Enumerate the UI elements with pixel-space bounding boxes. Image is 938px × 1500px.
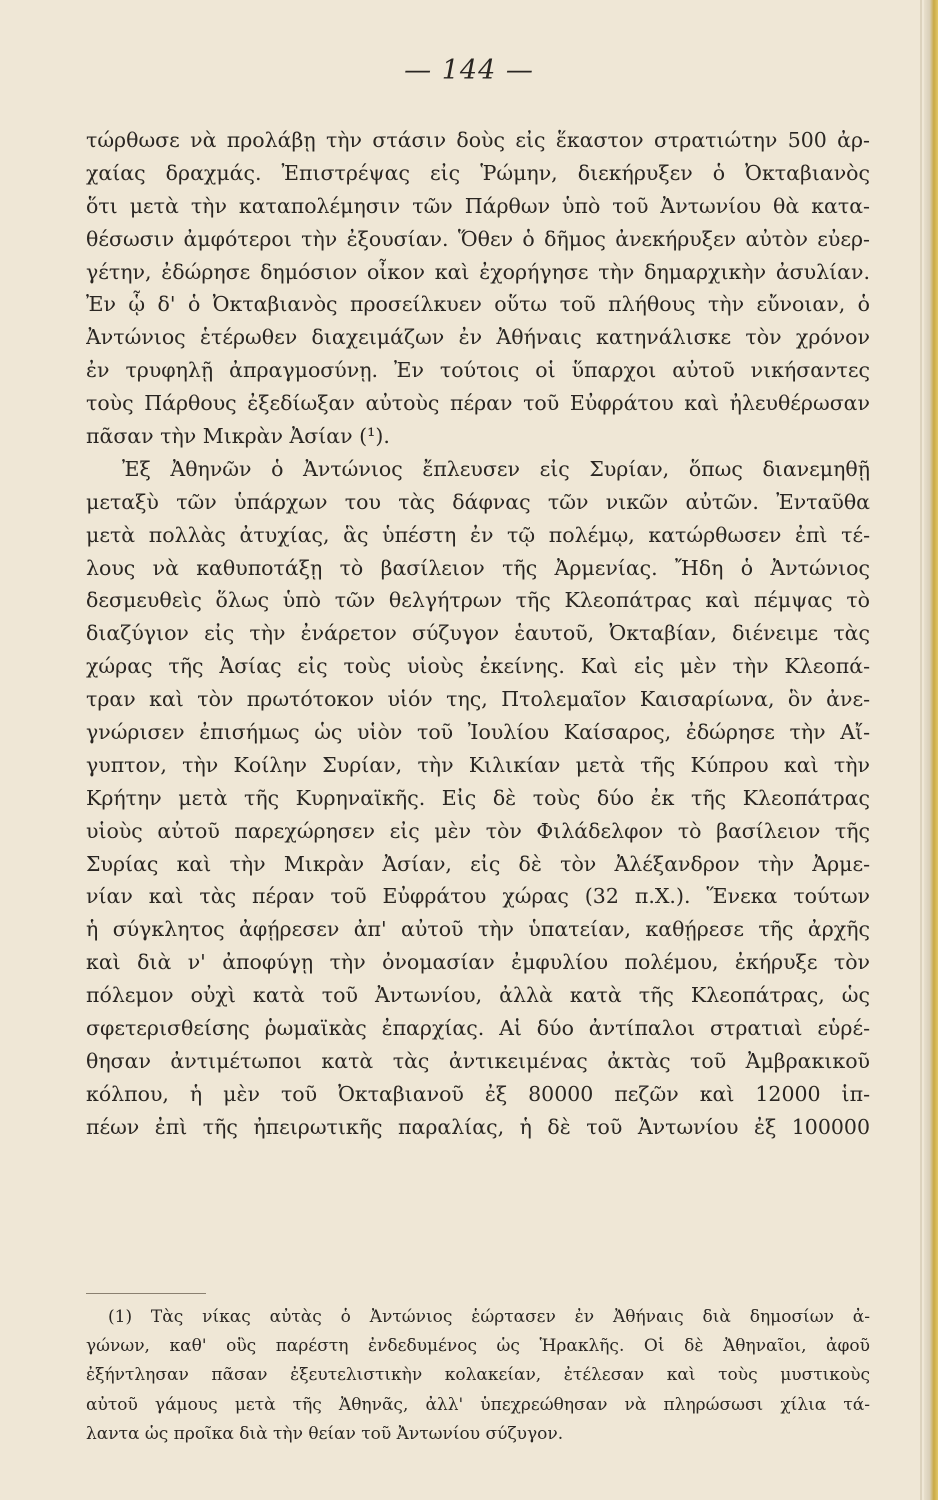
body-line: καὶ διὰ ν' ἀποφύγῃ τὴν ὀνομασίαν ἐμφυλίου πολέμου, ἐκήρυξε τὸν	[86, 950, 870, 975]
footnote-line: λαντα ὡς προῖκα διὰ τὴν θείαν τοῦ Ἀντωνίου σύζυγον.	[86, 1423, 564, 1444]
body-line: υἱοὺς αὐτοῦ παρεχώρησεν εἰς μὲν τὸν Φιλάδελφον τὸ βασίλειον τῆς	[86, 818, 870, 843]
page-edge-line	[920, 0, 922, 1500]
footnote-line: ἐξήντλησαν πᾶσαν ἐξευτελιστικὴν κολακείαν, ἐτέλεσαν καὶ τοὺς μυστικοὺς	[86, 1365, 870, 1386]
body-line: μεταξὺ τῶν ὑπάρχων του τὰς δάφνας τῶν νικῶν αὐτῶν. Ἐνταῦθα	[86, 489, 870, 514]
body-line: ὅτι μετὰ τὴν καταπολέμησιν τῶν Πάρθων ὑπὸ τοῦ Ἀντωνίου θὰ κατα-	[86, 193, 870, 218]
body-line: νίαν καὶ τὰς πέραν τοῦ Εὐφράτου χώρας (32 π.Χ.). Ἕνεκα τούτων	[86, 884, 870, 909]
footnote-line: (1) Τὰς νίκας αὐτὰς ὁ Ἀντώνιος ἑώρτασεν ἐν Ἀθήναις διὰ δημοσίων ἀ-	[108, 1307, 870, 1327]
body-line: κόλπου, ἡ μὲν τοῦ Ὀκταβιανοῦ ἐξ 80000 πεζῶν καὶ 12000 ἱπ-	[86, 1081, 870, 1106]
body-line: Ἐν ᾧ δ' ὁ Ὀκταβιανὸς προσείλκυεν οὕτω τοῦ πλήθους τὴν εὔνοιαν, ὁ	[86, 292, 870, 317]
body-line: τοὺς Πάρθους ἐξεδίωξαν αὐτοὺς πέραν τοῦ Εὐφράτου καὶ ἠλευθέρωσαν	[86, 391, 870, 416]
body-line: πέων ἐπὶ τῆς ἠπειρωτικῆς παραλίας, ἡ δὲ τοῦ Ἀντωνίου ἐξ 100000	[86, 1114, 870, 1139]
page-number: — 144 —	[404, 55, 534, 86]
body-line: θέσωσιν ἀμφότεροι τὴν ἐξουσίαν. Ὅθεν ὁ δῆμος ἀνεκήρυξεν αὐτὸν εὐερ-	[86, 226, 870, 251]
body-line: δεσμευθεὶς ὅλως ὑπὸ τῶν θελγήτρων τῆς Κλεοπάτρας καὶ πέμψας τὸ	[86, 588, 870, 613]
body-line: ἐν τρυφηλῇ ἀπραγμοσύνῃ. Ἐν τούτοις οἱ ὕπαρχοι αὐτοῦ νικήσαντες	[86, 358, 870, 383]
body-line: χαίας δραχμάς. Ἐπιστρέψας εἰς Ῥώμην, διεκήρυξεν ὁ Ὀκταβιανὸς	[86, 160, 870, 185]
body-line: χώρας τῆς Ἀσίας εἰς τοὺς υἱοὺς ἐκείνης. Καὶ εἰς μὲν τὴν Κλεοπά-	[86, 654, 870, 679]
body-line: γνώρισεν ἐπισήμως ὡς υἱὸν τοῦ Ἰουλίου Καίσαρος, ἐδώρησε τὴν Αἴ-	[86, 720, 870, 745]
body-line: Ἐξ Ἀθηνῶν ὁ Ἀντώνιος ἔπλευσεν εἰς Συρίαν, ὅπως διανεμηθῇ	[122, 456, 870, 481]
footnote-line: γώνων, καθ' οὓς παρέστη ἐνδεδυμένος ὡς Ἡρακλῆς. Οἱ δὲ Ἀθηναῖοι, ἀφοῦ	[86, 1336, 870, 1357]
body-line: γέτην, ἐδώρησε δημόσιον οἶκον καὶ ἐχορήγησε τὴν δημαρχικὴν ἀσυλίαν.	[86, 259, 870, 284]
body-line: γυπτον, τὴν Κοίλην Συρίαν, τὴν Κιλικίαν μετὰ τῆς Κύπρου καὶ τὴν	[86, 752, 870, 777]
body-line: Ἀντώνιος ἑτέρωθεν διαχειμάζων ἐν Ἀθήναις κατηνάλισκε τὸν χρόνον	[86, 325, 870, 350]
body-line: σφετερισθείσης ῥωμαϊκὰς ἐπαρχίας. Αἱ δύο ἀντίπαλοι στρατιαὶ εὑρέ-	[86, 1016, 870, 1041]
body-line: τώρθωσε νὰ προλάβῃ τὴν στάσιν δοὺς εἰς ἕκαστον στρατιώτην 500 ἀρ-	[86, 128, 870, 152]
body-text	[86, 124, 870, 1144]
body-line: διαζύγιον εἰς τὴν ἐνάρετον σύζυγον ἑαυτοῦ, Ὀκταβίαν, διένειμε τὰς	[86, 621, 870, 646]
body-line: Συρίας καὶ τὴν Μικρὰν Ἀσίαν, εἰς δὲ τὸν Ἀλέξανδρον τὴν Ἀρμε-	[86, 851, 870, 876]
body-line: πᾶσαν τὴν Μικρὰν Ἀσίαν (¹).	[86, 424, 390, 449]
body-line: μετὰ πολλὰς ἀτυχίας, ἃς ὑπέστη ἐν τῷ πολέμῳ, κατώρθωσεν ἐπὶ τέ-	[86, 522, 870, 547]
footnote	[86, 1303, 870, 1449]
body-line: λους νὰ καθυποτάξῃ τὸ βασίλειον τῆς Ἀρμενίας. Ἤδη ὁ Ἀντώνιος	[86, 555, 870, 580]
footnote-line: αὐτοῦ γάμους μετὰ τῆς Ἀθηνᾶς, ἀλλ' ὑπεχρεώθησαν νὰ πληρώσωσι χίλια τά-	[86, 1394, 870, 1415]
body-line: θησαν ἀντιμέτωποι κατὰ τὰς ἀντικειμένας ἀκτὰς τοῦ Ἀμβρακικοῦ	[86, 1048, 870, 1073]
body-line: πόλεμον οὐχὶ κατὰ τοῦ Ἀντωνίου, ἀλλὰ κατὰ τῆς Κλεοπάτρας, ὡς	[86, 983, 870, 1008]
body-line: Κρήτην μετὰ τῆς Κυρηναϊκῆς. Εἰς δὲ τοὺς δύο ἐκ τῆς Κλεοπάτρας	[86, 785, 870, 810]
body-line: τραν καὶ τὸν πρωτότοκον υἱόν της, Πτολεμαῖον Καισαρίωνα, ὃν ἀνε-	[86, 687, 870, 712]
page-edge	[924, 0, 938, 1500]
footnote-separator	[86, 1293, 206, 1294]
body-line: ἡ σύγκλητος ἀφῄρεσεν ἀπ' αὐτοῦ τὴν ὑπατείαν, καθῄρεσε τῆς ἀρχῆς	[86, 917, 870, 942]
